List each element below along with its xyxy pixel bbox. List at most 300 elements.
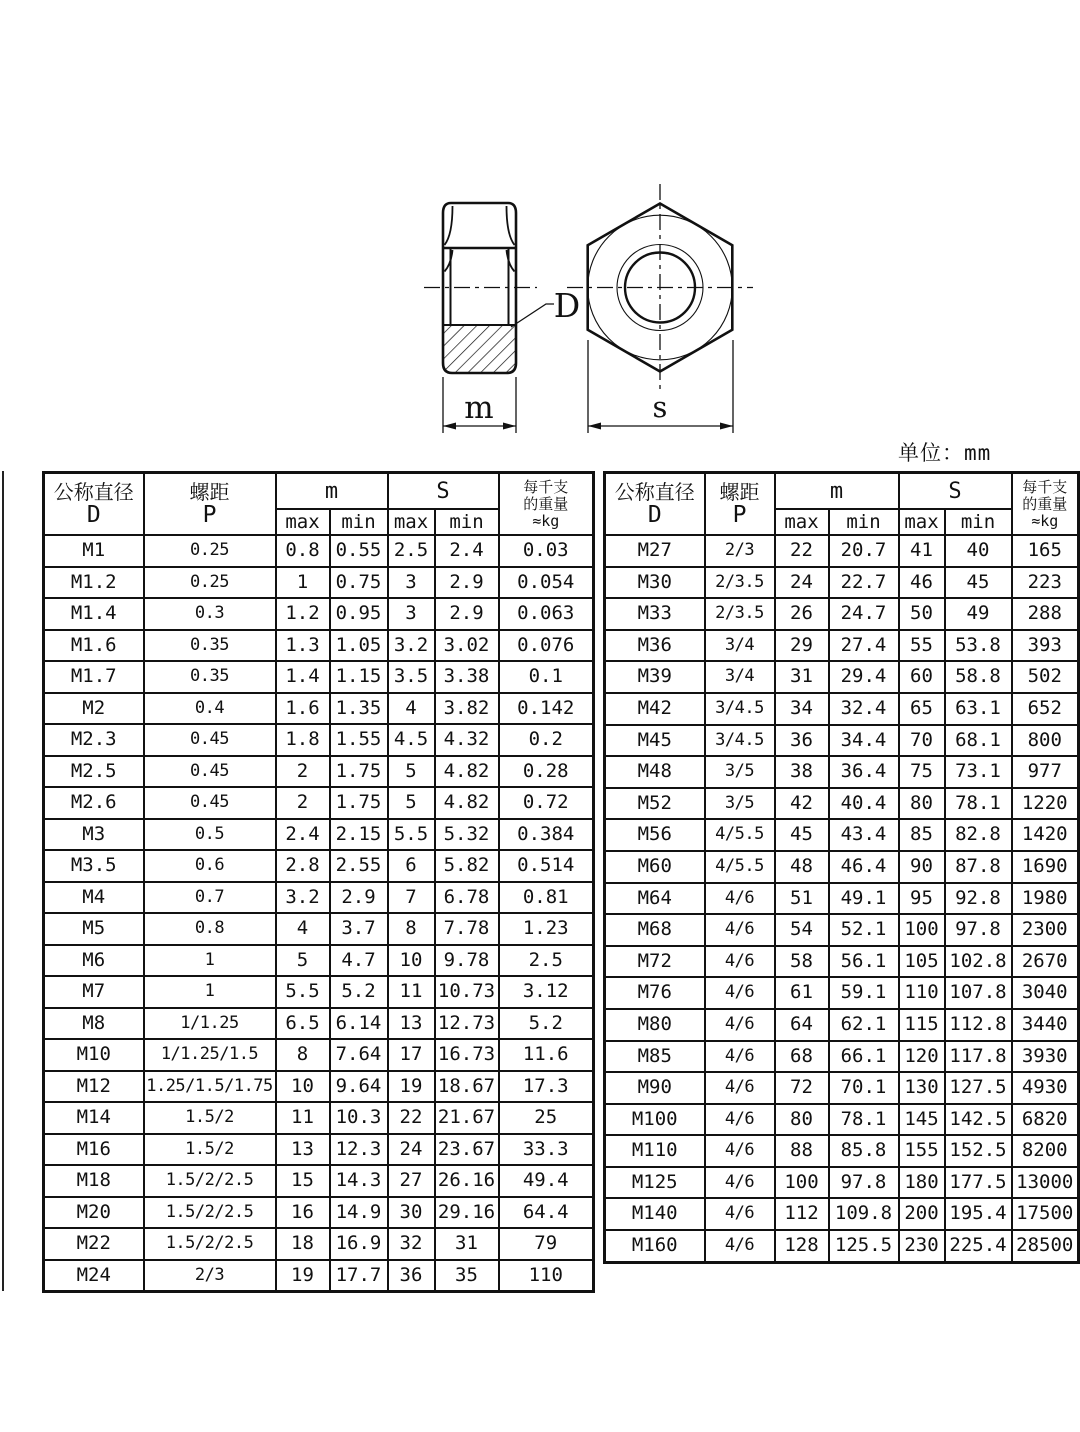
cell-s-min: 97.8	[945, 914, 1012, 946]
cell-weight: 25	[499, 1102, 594, 1134]
cell-s-min: 12.73	[435, 1008, 499, 1040]
cell-s-min: 92.8	[945, 883, 1012, 915]
cell-weight: 1220	[1012, 788, 1079, 820]
cell-diameter: M5	[44, 913, 144, 945]
cell-s-min: 3.02	[435, 630, 499, 662]
cell-weight: 0.142	[499, 693, 594, 725]
cell-pitch: 0.45	[144, 787, 276, 819]
cell-m-max: 1.8	[276, 724, 330, 756]
cell-s-max: 3	[388, 598, 435, 630]
cell-s-min: 58.8	[945, 661, 1012, 693]
cell-s-max: 4.5	[388, 724, 435, 756]
cell-m-min: 22.7	[829, 567, 899, 599]
cell-s-min: 5.82	[435, 850, 499, 882]
cell-m-max: 10	[276, 1071, 330, 1103]
cell-pitch: 3/4.5	[705, 725, 775, 757]
cell-s-max: 110	[899, 977, 945, 1009]
cell-pitch: 0.3	[144, 598, 276, 630]
table-row	[44, 693, 594, 725]
cell-diameter: M1.6	[44, 630, 144, 662]
table-row	[605, 851, 1079, 883]
table-row	[44, 882, 594, 914]
cell-diameter: M1	[44, 535, 144, 567]
cell-m-min: 3.7	[330, 913, 388, 945]
cell-m-max: 19	[276, 1260, 330, 1292]
cell-weight: 49.4	[499, 1165, 594, 1197]
cell-s-max: 55	[899, 630, 945, 662]
cell-diameter: M14	[44, 1102, 144, 1134]
cell-m-max: 3.2	[276, 882, 330, 914]
cell-s-max: 180	[899, 1167, 945, 1199]
cell-s-min: 3.82	[435, 693, 499, 725]
cell-m-min: 97.8	[829, 1167, 899, 1199]
cell-s-max: 80	[899, 788, 945, 820]
cell-pitch: 0.25	[144, 567, 276, 599]
cell-m-max: 38	[775, 756, 829, 788]
cell-pitch: 1.5/2	[144, 1134, 276, 1166]
cell-s-min: 2.9	[435, 598, 499, 630]
cell-diameter: M2	[44, 693, 144, 725]
cell-m-min: 1.05	[330, 630, 388, 662]
cell-s-max: 6	[388, 850, 435, 882]
cell-s-max: 120	[899, 1041, 945, 1073]
cell-weight: 0.03	[499, 535, 594, 567]
cell-m-min: 49.1	[829, 883, 899, 915]
table-row	[44, 1197, 594, 1229]
cell-weight: 33.3	[499, 1134, 594, 1166]
cell-m-min: 6.14	[330, 1008, 388, 1040]
cell-m-min: 9.64	[330, 1071, 388, 1103]
cell-m-min: 12.3	[330, 1134, 388, 1166]
cell-s-max: 3.5	[388, 661, 435, 693]
table-row	[605, 1198, 1079, 1230]
nut-side-view	[424, 203, 537, 373]
table-row	[44, 913, 594, 945]
cell-weight: 79	[499, 1228, 594, 1260]
cell-m-max: 36	[775, 725, 829, 757]
cell-diameter: M2.3	[44, 724, 144, 756]
cell-weight: 1690	[1012, 851, 1079, 883]
cell-m-max: 112	[775, 1198, 829, 1230]
cell-m-min: 16.9	[330, 1228, 388, 1260]
table-row	[44, 535, 594, 567]
cell-m-max: 1.6	[276, 693, 330, 725]
cell-weight: 800	[1012, 725, 1079, 757]
cell-pitch: 2/3	[705, 535, 775, 567]
cell-weight: 0.81	[499, 882, 594, 914]
cell-diameter: M90	[605, 1072, 705, 1104]
cell-s-max: 70	[899, 725, 945, 757]
cell-s-max: 155	[899, 1135, 945, 1167]
table-row	[605, 819, 1079, 851]
cell-m-max: 2	[276, 787, 330, 819]
header-m-max: max	[775, 509, 829, 535]
cell-s-max: 5	[388, 756, 435, 788]
cell-s-min: 87.8	[945, 851, 1012, 883]
cell-diameter: M56	[605, 819, 705, 851]
cell-s-min: 5.32	[435, 819, 499, 851]
cell-m-max: 2	[276, 756, 330, 788]
cell-m-min: 1.15	[330, 661, 388, 693]
cell-s-min: 35	[435, 1260, 499, 1292]
cell-pitch: 0.8	[144, 913, 276, 945]
cell-m-min: 1.75	[330, 756, 388, 788]
table-row	[605, 914, 1079, 946]
cell-weight: 0.076	[499, 630, 594, 662]
cell-s-min: 195.4	[945, 1198, 1012, 1230]
cell-pitch: 1.5/2/2.5	[144, 1165, 276, 1197]
cell-s-max: 90	[899, 851, 945, 883]
cell-s-min: 45	[945, 567, 1012, 599]
table-row	[605, 661, 1079, 693]
cell-s-max: 115	[899, 1009, 945, 1041]
cell-s-min: 177.5	[945, 1167, 1012, 1199]
cell-s-min: 3.38	[435, 661, 499, 693]
cell-s-min: 4.82	[435, 787, 499, 819]
cell-s-max: 24	[388, 1134, 435, 1166]
cell-diameter: M1.2	[44, 567, 144, 599]
cell-diameter: M72	[605, 946, 705, 978]
cell-m-max: 58	[775, 946, 829, 978]
table-row	[44, 598, 594, 630]
table-row	[605, 567, 1079, 599]
cell-diameter: M68	[605, 914, 705, 946]
cell-s-min: 68.1	[945, 725, 1012, 757]
table-row	[605, 756, 1079, 788]
cell-weight: 0.514	[499, 850, 594, 882]
cell-s-max: 30	[388, 1197, 435, 1229]
cell-m-max: 31	[775, 661, 829, 693]
table-row	[605, 1167, 1079, 1199]
table-row	[44, 1260, 594, 1292]
cell-m-min: 1.75	[330, 787, 388, 819]
table-row	[44, 850, 594, 882]
cell-m-min: 17.7	[330, 1260, 388, 1292]
header-weight: 每千支 的重量 ≈kg	[1012, 473, 1079, 536]
cell-s-min: 26.16	[435, 1165, 499, 1197]
cell-s-min: 127.5	[945, 1072, 1012, 1104]
cell-weight: 2670	[1012, 946, 1079, 978]
cell-s-min: 40	[945, 535, 1012, 567]
unit-note: 单位：mm	[898, 441, 992, 465]
cell-m-min: 56.1	[829, 946, 899, 978]
cell-m-max: 1.4	[276, 661, 330, 693]
cell-weight: 288	[1012, 598, 1079, 630]
cell-m-max: 5	[276, 945, 330, 977]
cell-diameter: M33	[605, 598, 705, 630]
cell-pitch: 4/6	[705, 1167, 775, 1199]
header-s-min: min	[435, 509, 499, 535]
cell-weight: 0.2	[499, 724, 594, 756]
cell-m-max: 18	[276, 1228, 330, 1260]
cell-m-min: 4.7	[330, 945, 388, 977]
cell-diameter: M27	[605, 535, 705, 567]
cell-s-min: 142.5	[945, 1104, 1012, 1136]
table-row	[44, 1134, 594, 1166]
cell-pitch: 4/6	[705, 1041, 775, 1073]
cell-diameter: M64	[605, 883, 705, 915]
cell-m-max: 72	[775, 1072, 829, 1104]
cell-pitch: 4/6	[705, 946, 775, 978]
cell-diameter: M80	[605, 1009, 705, 1041]
table-row	[44, 756, 594, 788]
cell-diameter: M12	[44, 1071, 144, 1103]
nut-technical-drawing	[0, 0, 1080, 460]
cell-diameter: M60	[605, 851, 705, 883]
cell-m-min: 1.55	[330, 724, 388, 756]
cell-m-min: 66.1	[829, 1041, 899, 1073]
cell-weight: 4930	[1012, 1072, 1079, 1104]
label-D: D	[553, 286, 581, 325]
cell-pitch: 3/5	[705, 788, 775, 820]
cell-pitch: 1.5/2/2.5	[144, 1228, 276, 1260]
header-pitch: 螺距 P	[705, 473, 775, 536]
cell-m-max: 13	[276, 1134, 330, 1166]
table-row	[44, 1008, 594, 1040]
table-row	[605, 1009, 1079, 1041]
cell-m-min: 70.1	[829, 1072, 899, 1104]
table-row	[44, 724, 594, 756]
table-row	[44, 1165, 594, 1197]
cell-weight: 64.4	[499, 1197, 594, 1229]
cell-weight: 6820	[1012, 1104, 1079, 1136]
cell-s-max: 200	[899, 1198, 945, 1230]
cell-weight: 1980	[1012, 883, 1079, 915]
table-row	[605, 977, 1079, 1009]
header-m-group: m	[775, 473, 899, 510]
cell-pitch: 0.6	[144, 850, 276, 882]
cell-m-max: 0.8	[276, 535, 330, 567]
cell-s-max: 32	[388, 1228, 435, 1260]
cell-diameter: M16	[44, 1134, 144, 1166]
cell-s-min: 82.8	[945, 819, 1012, 851]
cell-m-max: 1	[276, 567, 330, 599]
cell-weight: 1420	[1012, 819, 1079, 851]
cell-m-min: 14.9	[330, 1197, 388, 1229]
cell-m-min: 125.5	[829, 1230, 899, 1262]
table-row	[605, 1072, 1079, 1104]
cell-pitch: 0.45	[144, 724, 276, 756]
table-row	[44, 819, 594, 851]
cell-s-max: 11	[388, 976, 435, 1008]
cell-m-max: 8	[276, 1039, 330, 1071]
cell-s-min: 18.67	[435, 1071, 499, 1103]
cell-s-max: 75	[899, 756, 945, 788]
header-s-max: max	[899, 509, 945, 535]
cell-m-max: 29	[775, 630, 829, 662]
cell-diameter: M2.5	[44, 756, 144, 788]
cell-m-min: 27.4	[829, 630, 899, 662]
cell-m-max: 26	[775, 598, 829, 630]
cell-s-max: 46	[899, 567, 945, 599]
cell-s-max: 3.2	[388, 630, 435, 662]
cell-diameter: M160	[605, 1230, 705, 1262]
cell-m-min: 1.35	[330, 693, 388, 725]
nut-spec-table-right	[603, 471, 1080, 1264]
header-diameter: 公称直径 D	[44, 473, 144, 536]
cell-pitch: 0.35	[144, 661, 276, 693]
cell-weight: 223	[1012, 567, 1079, 599]
cell-s-max: 7	[388, 882, 435, 914]
table-row	[44, 567, 594, 599]
cell-m-min: 43.4	[829, 819, 899, 851]
cell-weight: 3040	[1012, 977, 1079, 1009]
cell-diameter: M4	[44, 882, 144, 914]
cell-s-max: 22	[388, 1102, 435, 1134]
cell-s-min: 2.9	[435, 567, 499, 599]
table-row	[605, 725, 1079, 757]
header-m-min: min	[330, 509, 388, 535]
cell-m-max: 54	[775, 914, 829, 946]
header-s-max: max	[388, 509, 435, 535]
cell-weight: 1.23	[499, 913, 594, 945]
cell-weight: 165	[1012, 535, 1079, 567]
cell-diameter: M3	[44, 819, 144, 851]
cell-pitch: 4/6	[705, 1104, 775, 1136]
cell-m-min: 36.4	[829, 756, 899, 788]
cell-s-min: 225.4	[945, 1230, 1012, 1262]
cell-pitch: 4/6	[705, 1072, 775, 1104]
cell-m-min: 5.2	[330, 976, 388, 1008]
cell-weight: 0.054	[499, 567, 594, 599]
cell-pitch: 4/6	[705, 883, 775, 915]
cell-diameter: M8	[44, 1008, 144, 1040]
cell-m-min: 0.75	[330, 567, 388, 599]
table-row	[44, 630, 594, 662]
cell-weight: 977	[1012, 756, 1079, 788]
cell-weight: 0.384	[499, 819, 594, 851]
cell-pitch: 4/6	[705, 1230, 775, 1262]
cell-diameter: M140	[605, 1198, 705, 1230]
cell-s-min: 2.4	[435, 535, 499, 567]
cell-s-max: 27	[388, 1165, 435, 1197]
cell-pitch: 0.4	[144, 693, 276, 725]
cell-s-max: 5.5	[388, 819, 435, 851]
cell-m-max: 22	[775, 535, 829, 567]
cell-m-min: 34.4	[829, 725, 899, 757]
table-row	[605, 1135, 1079, 1167]
cell-s-max: 100	[899, 914, 945, 946]
nut-top-view	[567, 184, 753, 391]
cell-m-max: 4	[276, 913, 330, 945]
cell-s-max: 65	[899, 693, 945, 725]
cell-pitch: 4/5.5	[705, 851, 775, 883]
cell-pitch: 2/3.5	[705, 598, 775, 630]
header-m-max: max	[276, 509, 330, 535]
cell-s-max: 10	[388, 945, 435, 977]
cell-m-max: 48	[775, 851, 829, 883]
cell-s-min: 6.78	[435, 882, 499, 914]
bore-label-D	[511, 286, 580, 327]
cell-s-min: 4.32	[435, 724, 499, 756]
cell-s-max: 41	[899, 535, 945, 567]
cell-m-min: 2.55	[330, 850, 388, 882]
cell-m-max: 5.5	[276, 976, 330, 1008]
table-row	[605, 598, 1079, 630]
cell-s-min: 73.1	[945, 756, 1012, 788]
table-row	[44, 661, 594, 693]
cell-s-max: 8	[388, 913, 435, 945]
cell-m-max: 15	[276, 1165, 330, 1197]
cell-weight: 11.6	[499, 1039, 594, 1071]
cell-pitch: 1	[144, 945, 276, 977]
table-row	[605, 1104, 1079, 1136]
cell-pitch: 0.35	[144, 630, 276, 662]
cell-m-max: 100	[775, 1167, 829, 1199]
cell-m-max: 1.3	[276, 630, 330, 662]
cell-m-min: 32.4	[829, 693, 899, 725]
cell-m-max: 1.2	[276, 598, 330, 630]
cell-m-min: 10.3	[330, 1102, 388, 1134]
header-s-min: min	[945, 509, 1012, 535]
cell-s-max: 2.5	[388, 535, 435, 567]
cell-s-min: 53.8	[945, 630, 1012, 662]
cell-m-max: 16	[276, 1197, 330, 1229]
cell-weight: 13000	[1012, 1167, 1079, 1199]
cell-s-min: 4.82	[435, 756, 499, 788]
cell-weight: 5.2	[499, 1008, 594, 1040]
cell-s-max: 50	[899, 598, 945, 630]
cell-pitch: 1/1.25	[144, 1008, 276, 1040]
cell-pitch: 3/4	[705, 661, 775, 693]
cell-s-max: 36	[388, 1260, 435, 1292]
cell-pitch: 0.5	[144, 819, 276, 851]
label-m: m	[464, 390, 494, 426]
cell-weight: 0.28	[499, 756, 594, 788]
cell-pitch: 3/5	[705, 756, 775, 788]
label-s: s	[652, 390, 668, 424]
table-row	[605, 693, 1079, 725]
cell-weight: 0.063	[499, 598, 594, 630]
cell-s-max: 230	[899, 1230, 945, 1262]
cell-diameter: M39	[605, 661, 705, 693]
cell-pitch: 4/6	[705, 977, 775, 1009]
table-row	[44, 945, 594, 977]
cell-diameter: M45	[605, 725, 705, 757]
cell-diameter: M48	[605, 756, 705, 788]
cell-s-min: 23.67	[435, 1134, 499, 1166]
cell-weight: 8200	[1012, 1135, 1079, 1167]
cell-s-min: 117.8	[945, 1041, 1012, 1073]
cell-pitch: 0.7	[144, 882, 276, 914]
cell-m-min: 0.95	[330, 598, 388, 630]
cell-pitch: 4/6	[705, 1135, 775, 1167]
cell-diameter: M100	[605, 1104, 705, 1136]
cell-weight: 502	[1012, 661, 1079, 693]
cell-diameter: M125	[605, 1167, 705, 1199]
cell-m-min: 29.4	[829, 661, 899, 693]
cell-m-max: 2.4	[276, 819, 330, 851]
cell-diameter: M1.4	[44, 598, 144, 630]
cell-weight: 2.5	[499, 945, 594, 977]
cell-s-min: 107.8	[945, 977, 1012, 1009]
cell-s-max: 85	[899, 819, 945, 851]
cell-weight: 110	[499, 1260, 594, 1292]
cell-m-max: 128	[775, 1230, 829, 1262]
cell-m-min: 52.1	[829, 914, 899, 946]
cell-m-max: 6.5	[276, 1008, 330, 1040]
cell-m-min: 2.9	[330, 882, 388, 914]
cell-diameter: M42	[605, 693, 705, 725]
cell-diameter: M20	[44, 1197, 144, 1229]
cell-m-min: 2.15	[330, 819, 388, 851]
cell-s-min: 29.16	[435, 1197, 499, 1229]
cell-s-min: 9.78	[435, 945, 499, 977]
cell-s-max: 19	[388, 1071, 435, 1103]
cell-m-max: 45	[775, 819, 829, 851]
cell-diameter: M36	[605, 630, 705, 662]
table-row	[44, 1039, 594, 1071]
